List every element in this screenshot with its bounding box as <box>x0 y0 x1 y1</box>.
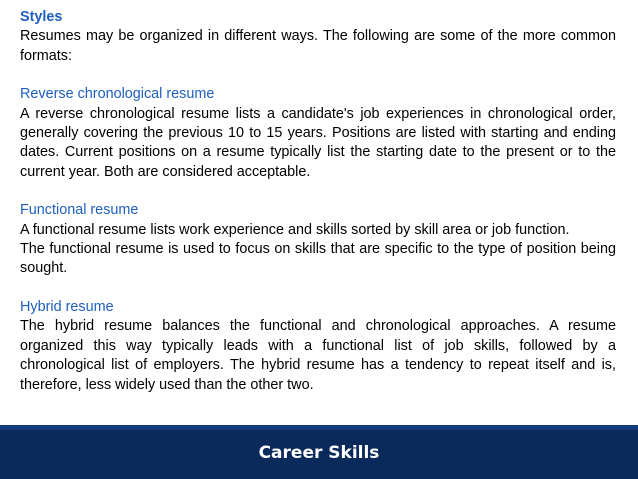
functional-text-2: The functional resume is used to focus on skills that are specific to the type of position being sought. <box>20 241 616 277</box>
spacer <box>20 279 616 298</box>
slide-content <box>20 8 616 395</box>
reverse-chronological-text: A reverse chronological resume lists a candidate's job experiences in chronological order, generally covering the previous 10 to 15 years. Positions are listed with starting and ending dates. Current positions on a resume typically list the starting date to the present or to the current year. Both are considered acceptable. <box>20 105 616 180</box>
footer-title: Career Skills <box>258 443 380 463</box>
reverse-chronological-heading: Reverse chronological resume <box>20 86 215 103</box>
footer-accent-line <box>0 425 638 430</box>
footer-bar <box>0 425 638 479</box>
hybrid-heading: Hybrid resume <box>20 298 114 315</box>
hybrid-text: The hybrid resume balances the functional and chronological approaches. A resume organized this way typically leads with a functional list of job skills, followed by a chronological list of employers. The hybrid resume has a tendency to repeat itself and is, therefore, less widely used than the other two. <box>20 318 616 393</box>
functional-text-1: A functional resume lists work experience and skills sorted by skill area or job function. <box>20 221 570 238</box>
spacer <box>20 182 616 201</box>
styles-title: Styles <box>20 9 63 25</box>
spacer <box>20 66 616 85</box>
styles-intro: Resumes may be organized in different ways. The following are some of the more common formats: <box>20 28 616 64</box>
functional-heading: Functional resume <box>20 202 139 219</box>
